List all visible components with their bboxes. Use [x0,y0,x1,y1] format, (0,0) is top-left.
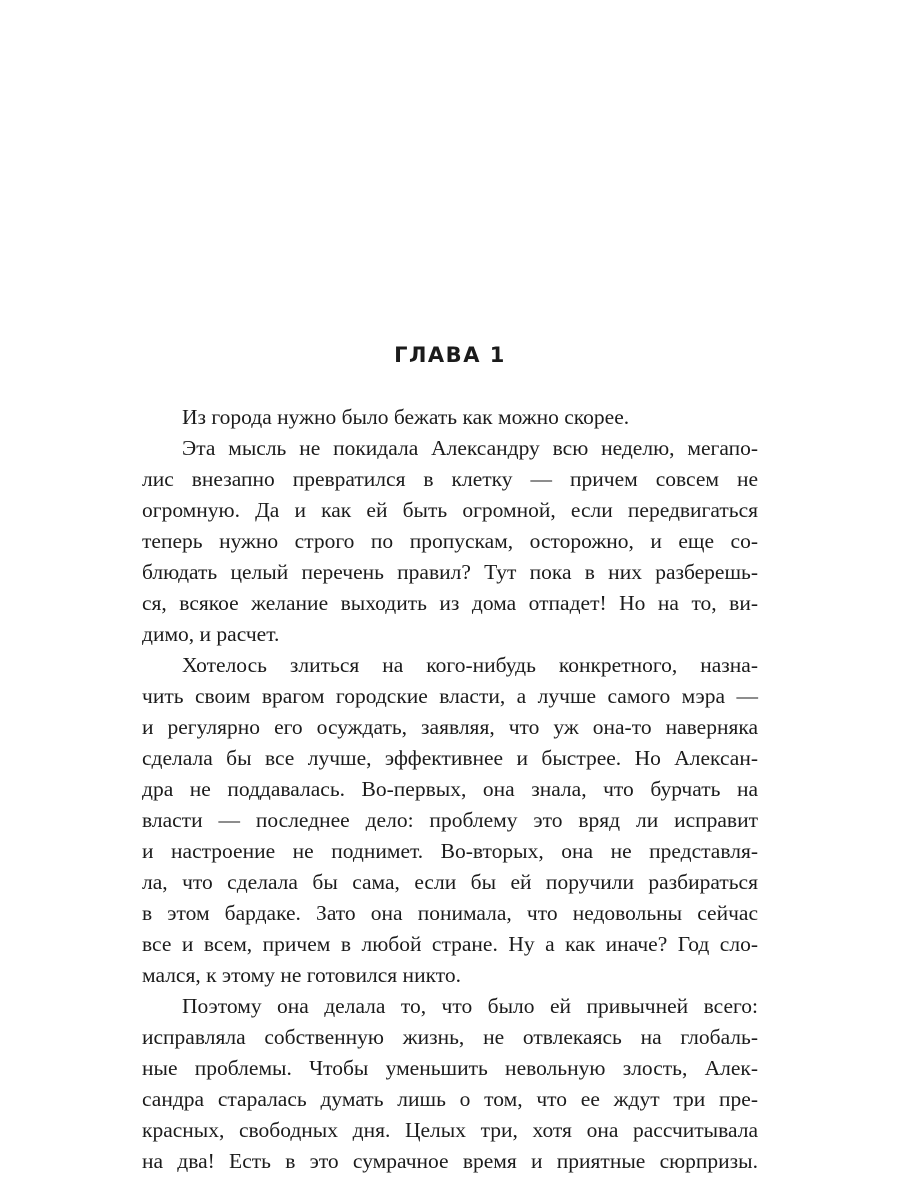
text-line: исправляла собственную жизнь, не отвлекаясь на глобаль- [142,1025,758,1049]
text-line: Поэтому она делала то, что было ей привычней всего: [182,994,758,1018]
text-line: теперь нужно строго по пропускам, осторожно, и еще со- [142,529,758,553]
text-line: на два! Есть в это сумрачное время и приятные сюрпризы. [142,1149,758,1173]
chapter-title: ГЛАВА 1 [394,343,506,367]
text-line: и регулярно его осуждать, заявляя, что уж она-то наверняка [142,715,758,739]
text-line: чить своим врагом городские власти, а лучше самого мэра — [142,684,758,708]
text-line: все и всем, причем в любой стране. Ну а как иначе? Год сло- [142,932,758,956]
text-line: блюдать целый перечень правил? Тут пока в них разберешь- [142,560,758,584]
text-line: красных, свободных дня. Целых три, хотя она рассчитывала [142,1118,758,1142]
text-line: ные проблемы. Чтобы уменьшить невольную злость, Алек- [142,1056,758,1080]
text-line: власти — последнее дело: проблему это вряд ли исправит [142,808,758,832]
text-line: Хотелось злиться на кого-нибудь конкретного, назна- [182,653,758,677]
text-line: и настроение не поднимет. Во-вторых, она не представля- [142,839,758,863]
text-line: ся, всякое желание выходить из дома отпадет! Но на то, ви- [142,591,758,615]
text-line: мался, к этому не готовился никто. [142,963,461,987]
text-line: в этом бардаке. Зато она понимала, что недовольны сейчас [142,901,758,925]
text-line: ла, что сделала бы сама, если бы ей поручили разбираться [142,870,758,894]
text-line: огромную. Да и как ей быть огромной, если передвигаться [142,498,758,522]
text-line: димо, и расчет. [142,622,280,646]
text-line: лис внезапно превратился в клетку — причем совсем не [142,467,758,491]
text-line: Эта мысль не покидала Александру всю неделю, мегапо- [182,436,758,460]
chapter-text [142,402,758,1177]
text-line: сделала бы все лучше, эффективнее и быстрее. Но Алексан- [142,746,758,770]
text-line: дра не поддавалась. Во-первых, она знала, что бурчать на [142,777,758,801]
text-line: сандра старалась думать лишь о том, что ее ждут три пре- [142,1087,758,1111]
text-line: Из города нужно было бежать как можно скорее. [182,405,630,429]
